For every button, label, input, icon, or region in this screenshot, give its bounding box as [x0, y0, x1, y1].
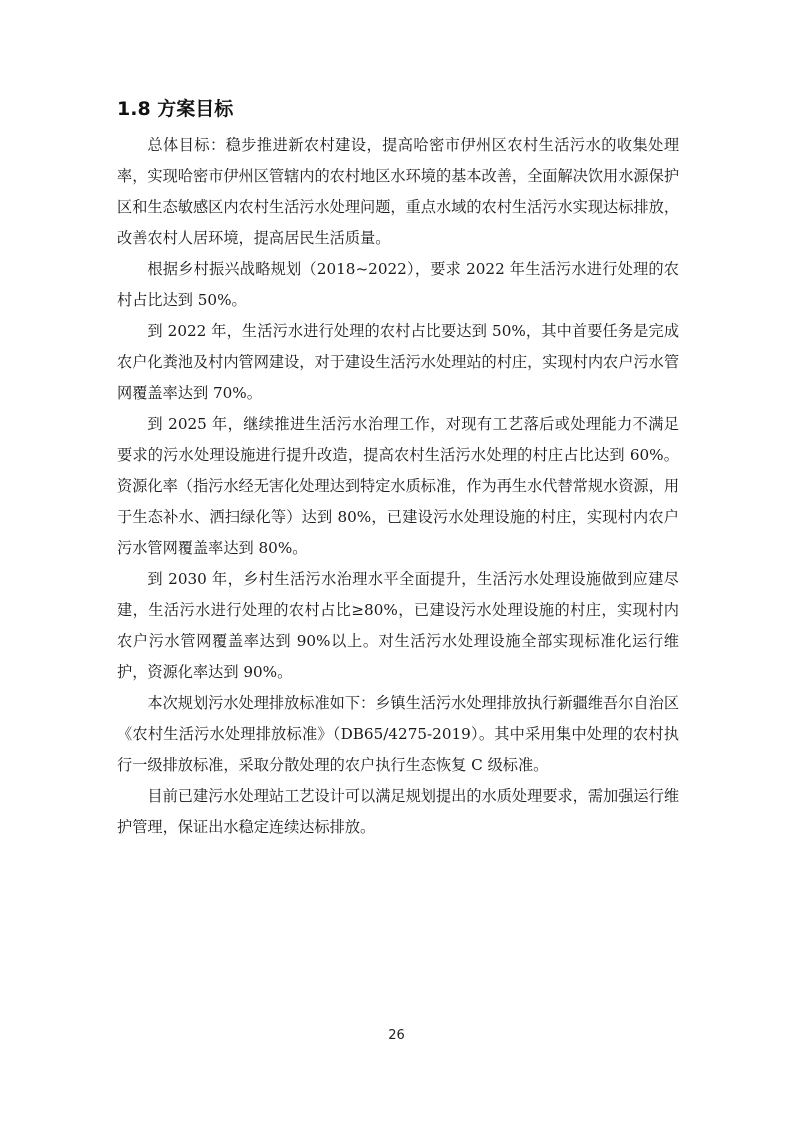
paragraph-target-2030: 到 2030 年，乡村生活污水治理水平全面提升，生活污水处理设施做到应建尽建，生活污水进行处理的农村占比≥80%，已建设污水处理设施的村庄，实现村内农户污水管网覆盖率达到 90%以上。对生活污水处理设施全部实现标准化运行维护，资源化率达到 90%。	[117, 570, 679, 681]
paragraph-rural-revitalization: 根据乡村振兴战略规划（2018~2022），要求 2022 年生活污水进行处理的农村占比达到 50%。	[117, 260, 679, 309]
body-text	[117, 130, 679, 843]
section-title: 1.8 方案目标	[117, 98, 234, 120]
paragraph-discharge-standard: 本次规划污水处理排放标准如下：乡镇生活污水处理排放执行新疆维吾尔自治区《农村生活污水处理排放标准》（DB65/4275-2019）。其中采用集中处理的农村执行一级排放标准，采取分散处理的农户执行生态恢复 C 级标准。	[117, 694, 679, 774]
paragraph-overall-goal: 总体目标：稳步推进新农村建设，提高哈密市伊州区农村生活污水的收集处理率，实现哈密市伊州区管辖内的农村地区水环境的基本改善，全面解决饮用水源保护区和生态敏感区内农村生活污水处理问题，重点水域的农村生活污水实现达标排放，改善农村人居环境，提高居民生活质量。	[117, 136, 679, 247]
paragraph-operation-maintenance: 目前已建污水处理站工艺设计可以满足规划提出的水质处理要求，需加强运行维护管理，保证出水稳定连续达标排放。	[117, 787, 679, 836]
paragraph-target-2022: 到 2022 年，生活污水进行处理的农村占比要达到 50%，其中首要任务是完成农户化粪池及村内管网建设，对于建设生活污水处理站的村庄，实现村内农户污水管网覆盖率达到 70%。	[117, 322, 679, 402]
paragraph-target-2025: 到 2025 年，继续推进生活污水治理工作，对现有工艺落后或处理能力不满足要求的污水处理设施进行提升改造，提高农村生活污水处理的村庄占比达到 60%。资源化率（指污水经无害化处理达到特定水质标准，作为再生水代替常规水资源，用于生态补水、洒扫绿化等）达到 80%，已建设污水处理设施的村庄，实现村内农户污水管网覆盖率达到 80%。	[117, 415, 679, 557]
page-number: 26	[388, 1028, 405, 1043]
